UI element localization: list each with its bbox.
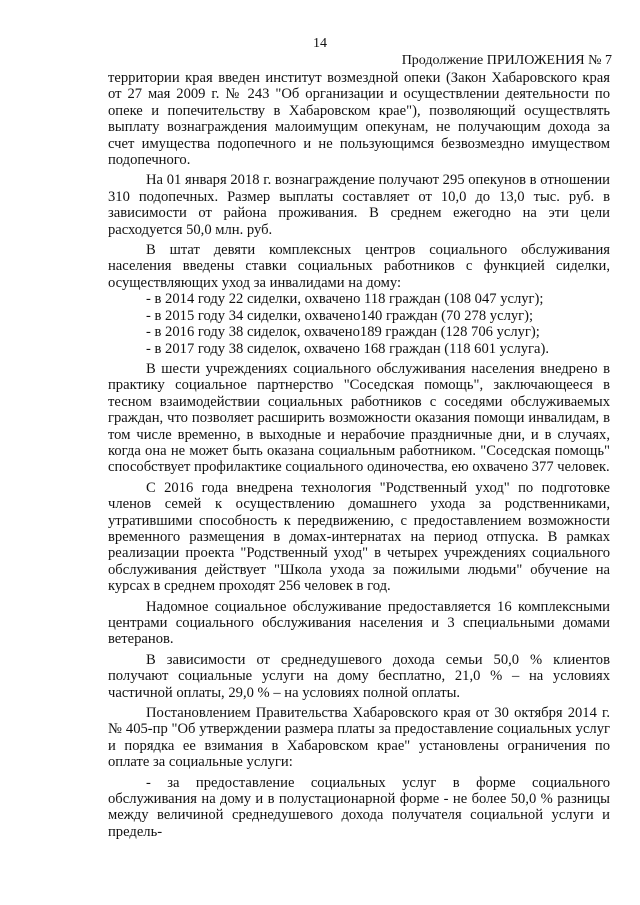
list-item: - в 2016 году 38 сиделок, охвачено189 граждан (128 706 услуг); bbox=[146, 324, 540, 341]
paragraph-guardianship-intro: территории края введен институт возмездной опеки (Закон Хабаровского края от 27 мая 2009 г. № 243 "Об организации и осуществлении деятельности по опеке и попечительству в Хабаровском крае"), позволяющий осуществлять выплату вознаграждения малоимущим опекунам, не получающим дохода за счет имущества подопечного и не пользующимся безвозмездно имуществом подопечного. bbox=[108, 70, 610, 169]
paragraph-income-dependence: В зависимости от среднедушевого дохода семьи 50,0 % клиентов получают социальные услуги на дому бесплатно, 21,0 % – на условиях частичной оплаты, 29,0 % – на условиях полной оплаты. bbox=[108, 651, 610, 701]
page-number: 14 bbox=[313, 36, 327, 51]
paragraph-payment-limit: - за предоставление социальных услуг в форме социального обслуживания на дому и в полустационарной форме - не более 50,0 % разницы между величиной среднедушевого дохода получателя социальной услуги и предель- bbox=[108, 774, 610, 840]
list-item: - в 2015 году 34 сиделки, охвачено140 граждан (70 278 услуг); bbox=[146, 307, 534, 324]
paragraph-caregiver-staff: В штат девяти комплексных центров социального обслуживания населения введены ставки социальных работников с функцией сиделки, осуществляющих уход за инвалидами на дому: bbox=[108, 242, 610, 291]
paragraph-resolution: Постановлением Правительства Хабаровского края от 30 октября 2014 г. № 405-пр "Об утверждении размера платы за предоставление социальных услуг и порядка ее взимания в Хабаровском крае" установлены ограничения по оплате за социальные услуги: bbox=[108, 705, 610, 771]
paragraph-family-care: С 2016 года внедрена технология "Родственный уход" по подготовке членов семей к осуществлению домашнего ухода за родственниками, утратившими способность к передвижению, с предоставлением возможности временного размещения в домах-интернатах на период отпуска. В рамках реализации проекта "Родственный уход" в четырех учреждениях социального обслуживания действует "Школа ухода за пожилыми людьми" обучение на курсах в среднем проходят 256 человек в год. bbox=[108, 479, 610, 595]
caregiver-list bbox=[108, 291, 610, 357]
appendix-continuation-label: Продолжение ПРИЛОЖЕНИЯ № 7 bbox=[401, 53, 612, 68]
paragraph-neighbor-help: В шести учреждениях социального обслуживания населения внедрено в практику социальное партнерство "Соседская помощь", заключающееся в тесном взаимодействии социальных работников с соседями обслуживаемых граждан, что позволяет расширить возможности оказания помощи инвалидам, в том числе временно, в выходные и нерабочие праздничные дни, и в случаях, когда она не может быть оказана социальным работником. "Соседская помощь" способствует профилактике социального одиночества, ею охвачено 377 человек. bbox=[108, 360, 610, 476]
list-item: - в 2017 году 38 сиделок, охвачено 168 граждан (118 601 услуга). bbox=[146, 340, 550, 357]
body-text bbox=[108, 70, 610, 844]
paragraph-guardian-payment: На 01 января 2018 г. вознаграждение получают 295 опекунов в отношении 310 подопечных. Размер выплаты составляет от 10,0 до 13,0 тыс. руб. в зависимости от района проживания. В среднем ежегодно на эти цели расходуется 50,0 млн. руб. bbox=[108, 172, 610, 238]
list-item: - в 2014 году 22 сиделки, охвачено 118 граждан (108 047 услуг); bbox=[146, 291, 544, 308]
paragraph-home-service: Надомное социальное обслуживание предоставляется 16 комплексными центрами социального обслуживания населения и 3 специальными домами ветеранов. bbox=[108, 598, 610, 648]
